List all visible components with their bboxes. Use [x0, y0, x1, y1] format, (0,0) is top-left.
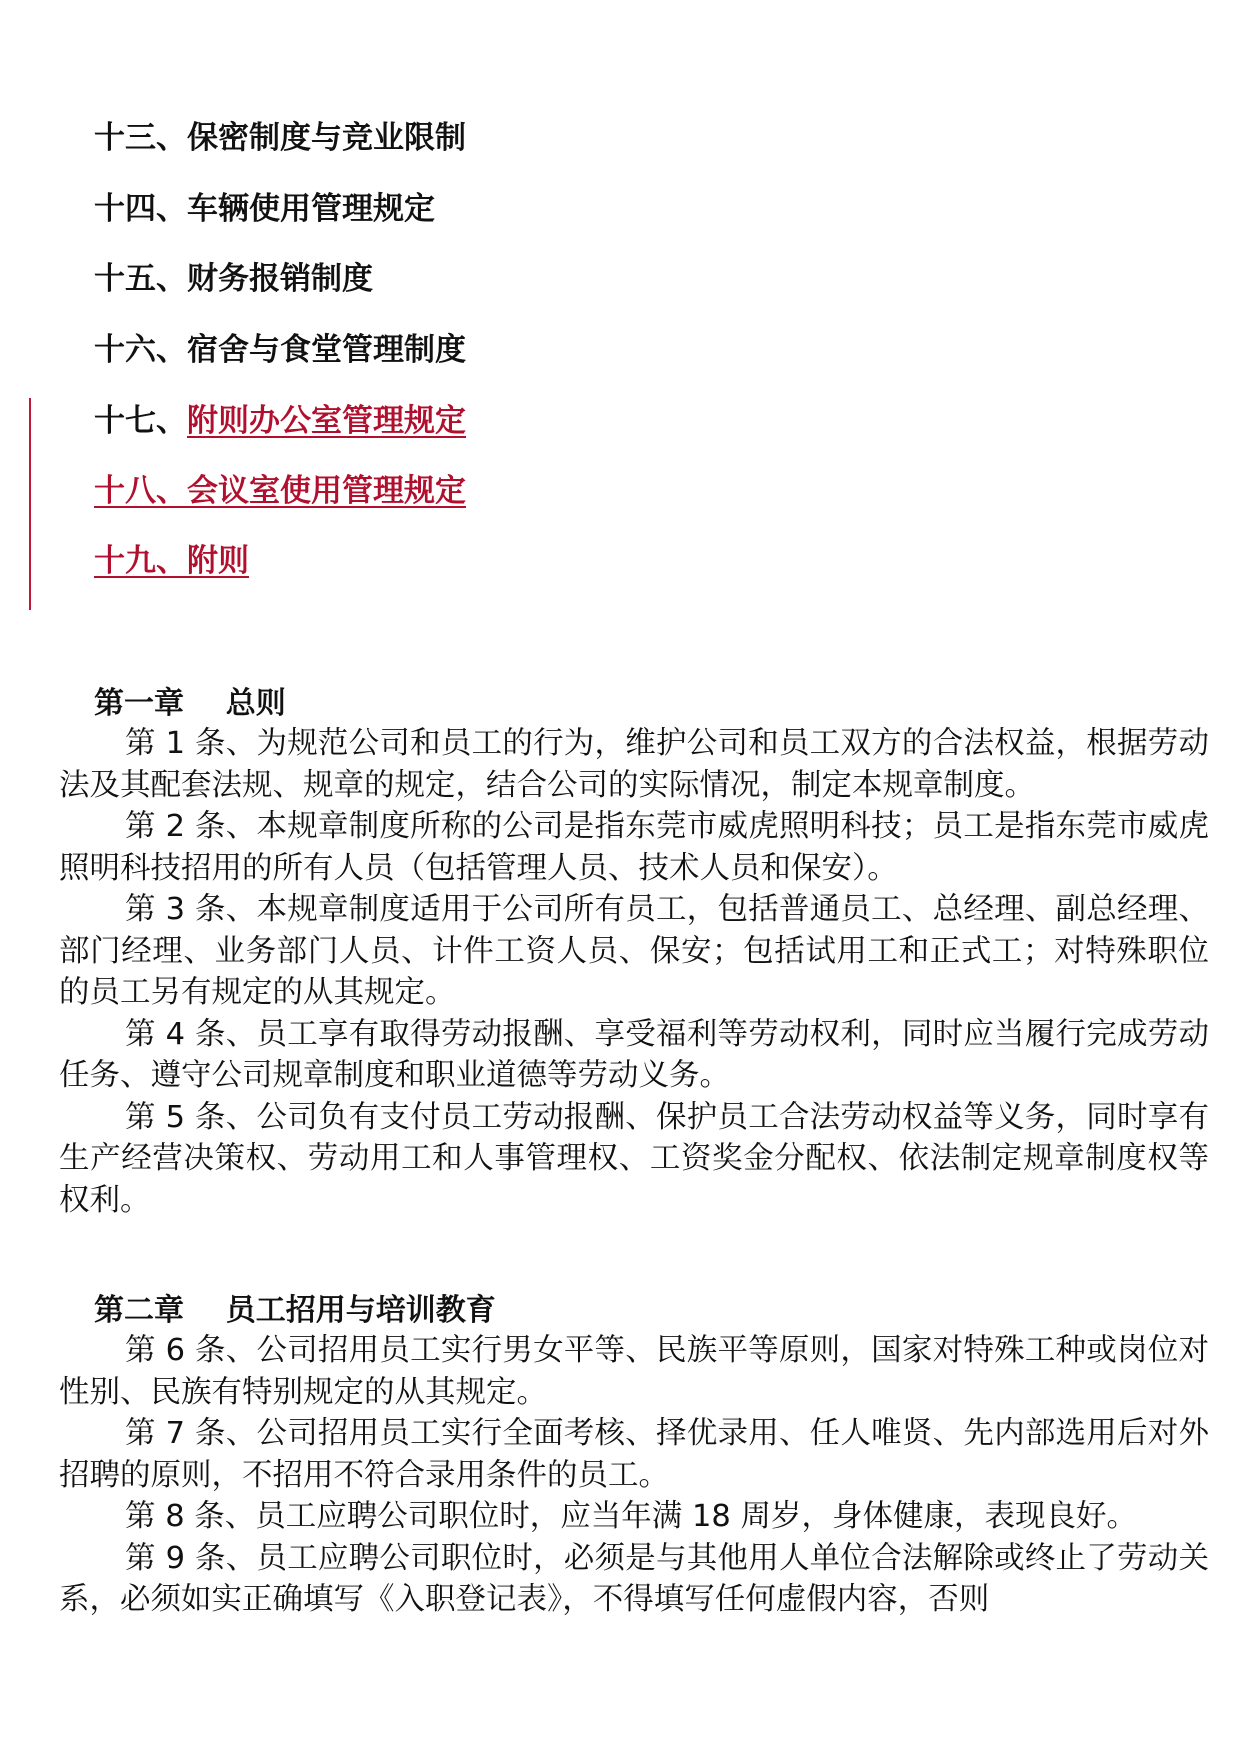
article: 第 7 条、公司招用员工实行全面考核、择优录用、任人唯贤、先内部选用后对外招聘的原则，不招用不符合录用条件的员工。 [59, 1416, 1209, 1493]
toc-revision: 十八、会议室使用管理规定 [94, 473, 466, 509]
toc-item: 十三、保密制度与竞业限制 [94, 120, 466, 156]
chapter-body [59, 723, 1209, 1221]
toc-title: 财务报销制度 [187, 261, 373, 297]
chapter-body [59, 1330, 1209, 1621]
article: 第 1 条、为规范公司和员工的行为，维护公司和员工双方的合法权益，根据劳动法及其配套法规、规章的规定，结合公司的实际情况，制定本规章制度。 [59, 726, 1209, 803]
toc-title: 车辆使用管理规定 [187, 191, 435, 227]
article: 第 4 条、员工享有取得劳动报酬、享受福利等劳动权利，同时应当履行完成劳动任务、遵守公司规章制度和职业道德等劳动义务。 [59, 1016, 1209, 1093]
toc-item: 十七、附则办公室管理规定 [94, 403, 466, 439]
article: 第 9 条、员工应聘公司职位时，必须是与其他用人单位合法解除或终止了劳动关系，必须如实正确填写《入职登记表》，不得填写任何虚假内容，否则 [59, 1540, 1209, 1617]
revision-bar [29, 398, 31, 610]
toc-title: 宿舍与食堂管理制度 [187, 332, 466, 368]
toc-title: 保密制度与竞业限制 [187, 120, 466, 156]
toc-title-revision: 附则办公室管理规定 [187, 403, 466, 439]
article: 第 2 条、本规章制度所称的公司是指东莞市威虎照明科技；员工是指东莞市威虎照明科技招用的所有人员（包括管理人员、技术人员和保安）。 [59, 809, 1209, 886]
toc-item [94, 471, 466, 511]
article: 第 5 条、公司负有支付员工劳动报酬、保护员工合法劳动权益等义务，同时享有生产经营决策权、劳动用工和人事管理权、工资奖金分配权、依法制定规章制度权等权利。 [59, 1099, 1209, 1218]
article: 第 3 条、本规章制度适用于公司所有员工，包括普通员工、总经理、副总经理、部门经理、业务部门人员、计件工资人员、保安；包括试用工和正式工；对特殊职位的员工另有规定的从其规定。 [59, 892, 1209, 1010]
toc-item: 十五、财务报销制度 [94, 261, 373, 297]
chapter-heading: 第一章 总则 [94, 686, 286, 721]
chapter-heading: 第二章 员工招用与培训教育 [94, 1293, 496, 1328]
toc-revision: 十九、附则 [94, 543, 249, 579]
article: 第 8 条、员工应聘公司职位时，应当年满 18 周岁，身体健康，表现良好。 [125, 1499, 1137, 1534]
toc-item: 十四、车辆使用管理规定 [94, 191, 435, 227]
article: 第 6 条、公司招用员工实行男女平等、民族平等原则，国家对特殊工种或岗位对性别、民族有特别规定的从其规定。 [59, 1333, 1209, 1410]
toc-item [94, 541, 249, 581]
toc-item: 十六、宿舍与食堂管理制度 [94, 332, 466, 368]
